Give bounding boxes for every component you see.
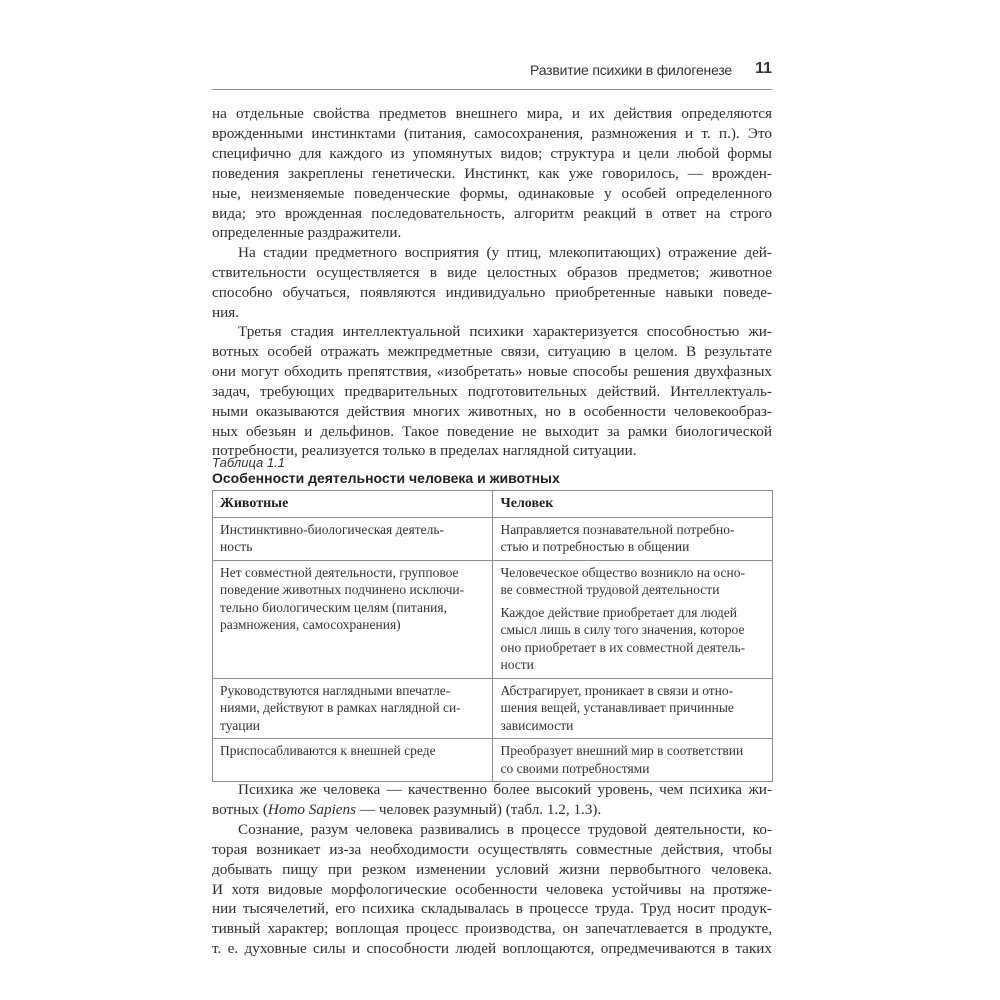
cell-line: ности xyxy=(500,657,534,672)
cell-animals xyxy=(213,739,493,782)
cell-human xyxy=(493,560,773,678)
cell-line: шения вещей, устанавливает причинные xyxy=(500,700,734,715)
cell-line: Каждое действие приобретает для людей xyxy=(500,604,738,620)
cell-paragraph xyxy=(500,521,764,556)
cell-paragraph xyxy=(500,604,764,674)
text-run: — человек разумный) (табл. 1.2, 1.3). xyxy=(356,800,602,818)
text-line: поведения закреплены генетически. Инстинкт, как уже говорилось, — врожден- xyxy=(212,164,772,182)
text-line: врожденными инстинктами (питания, самосохранения, размножения и т. п.). Это xyxy=(212,124,772,142)
cell-paragraph xyxy=(500,682,764,735)
column-header-animals: Животные xyxy=(213,491,493,518)
cell-line: ность xyxy=(220,539,253,554)
text-line: способно обучаться, появляются индивидуально приобретенные навыки поведе- xyxy=(212,283,772,301)
cell-animals xyxy=(213,517,493,560)
cell-paragraph xyxy=(500,742,764,777)
text-line: они могут обходить препятствия, «изобретать» новые способы решения двухфазных xyxy=(212,362,772,380)
cell-line: Преобразует внешний мир в соответствии xyxy=(500,743,744,758)
page-number: 11 xyxy=(755,60,772,77)
text-line: Сознание, разум человека развивались в процессе трудовой деятельности, ко- xyxy=(238,820,772,838)
cell-line: туации xyxy=(220,717,260,733)
cell-animals xyxy=(213,678,493,739)
comparison-table xyxy=(212,490,773,782)
text-line: вида; это врожденная последовательность, алгоритм реакций в ответ на строго xyxy=(212,204,772,222)
cell-line: со своими потребностями xyxy=(500,760,650,776)
text-line: вотных особей отражать межпредметные связи, ситуацию в целом. В результате xyxy=(212,342,772,360)
text-line: На стадии предметного восприятия (у птиц, млекопитающих) отражение дей- xyxy=(238,244,772,261)
column-header-human: Человек xyxy=(493,491,773,518)
cell-line: поведение животных подчинено исключи- xyxy=(220,582,465,597)
header-rule xyxy=(212,89,772,90)
table-title: Особенности деятельности человека и животных xyxy=(212,470,560,486)
text-line: специфично для каждого из упомянутых видов; структура и цели любой формы xyxy=(212,144,772,162)
text-line: потребности, реализуется только в пределах наглядной ситуации. xyxy=(212,442,637,460)
cell-human xyxy=(493,517,773,560)
table-row xyxy=(213,739,773,782)
cell-line: ниями, действуют в рамках наглядной си- xyxy=(220,700,461,715)
cell-line: смысл лишь в силу того значения, которое xyxy=(500,622,745,637)
cell-line: Человеческое общество возникло на осно- xyxy=(500,564,745,580)
text-line: добывать пищу при резком изменении условий жизни первобытного человека. xyxy=(212,860,772,878)
table-caption: Таблица 1.1 xyxy=(212,455,285,470)
table-row xyxy=(213,560,773,678)
table-row xyxy=(213,517,773,560)
cell-line: тельно биологическим целям (питания, xyxy=(220,599,447,615)
text-line: И хотя видовые морфологические особенности человека устойчивы на протяже- xyxy=(212,880,772,898)
cell-line: Направляется познавательной потребно- xyxy=(500,521,735,537)
cell-line: Приспосабливаются к внешней среде xyxy=(220,743,436,758)
cell-line: Инстинктивно-биологическая деятель- xyxy=(220,521,444,537)
cell-line: размножения, самосохранения) xyxy=(220,617,401,632)
text-line: т. е. духовные силы и способности людей воплощаются, опредмечиваются в таких xyxy=(212,940,772,958)
running-title: Развитие психики в филогенезе xyxy=(530,62,732,78)
paragraph-object-perception xyxy=(212,243,772,323)
table-header-row xyxy=(213,491,773,518)
text-line: торая возникает из-за необходимости осуществлять совместные действия, чтобы xyxy=(212,840,772,858)
text-line: ные, неизменяемые поведенческие формы, одинаковые у особей определенного xyxy=(212,184,772,202)
text-line: задач, требующих предварительных подготовительных действий. Интеллектуаль- xyxy=(212,382,772,400)
text-line: ных обезьян и дельфинов. Такое поведение не выходит за рамки биологической xyxy=(212,422,772,440)
latin-term: Homo Sapiens xyxy=(267,800,357,818)
text-line: Третья стадия интеллектуальной психики характеризуется способностью жи- xyxy=(238,323,772,340)
text-line: ными оказываются действия многих животных, но в особенности человекообраз- xyxy=(212,402,772,420)
cell-line: Руководствуются наглядными впечатле- xyxy=(220,682,451,698)
running-header xyxy=(212,60,772,82)
text-line: нии тысячелетий, его психика складывалась в процессе труда. Труд носит продук- xyxy=(212,900,772,918)
cell-line: Нет совместной деятельности, групповое xyxy=(220,564,459,580)
text-line: определенные раздражители. xyxy=(212,224,402,242)
paragraph-instincts xyxy=(212,104,772,243)
text-line: ствительности осуществляется в виде целостных образов предметов; животное xyxy=(212,263,772,281)
text-line xyxy=(212,800,772,820)
cell-line: ве совместной трудовой деятельности xyxy=(500,582,720,597)
table-row xyxy=(213,678,773,739)
text-line: тивный характер; воплощая процесс производства, он запечатлевается в продукте, xyxy=(212,920,772,938)
cell-human xyxy=(493,739,773,782)
cell-line: зависимости xyxy=(500,717,574,733)
cell-line: стью и потребностью в общении xyxy=(500,539,690,554)
cell-line: Абстрагирует, проникает в связи и отно- xyxy=(500,682,734,698)
text-run: вотных ( xyxy=(212,800,268,818)
cell-animals xyxy=(213,560,493,678)
cell-line: оно приобретает в их совместной деятель- xyxy=(500,639,746,655)
paragraph-human-psyche xyxy=(212,780,772,959)
paragraph-intellectual-stage xyxy=(212,322,772,461)
text-line: ния. xyxy=(212,303,240,321)
text-line: на отдельные свойства предметов внешнего мира, и их действия определяются xyxy=(212,105,772,122)
text-line: Психика же человека — качественно более высокий уровень, чем психика жи- xyxy=(238,781,772,798)
cell-paragraph xyxy=(500,564,764,599)
cell-human xyxy=(493,678,773,739)
